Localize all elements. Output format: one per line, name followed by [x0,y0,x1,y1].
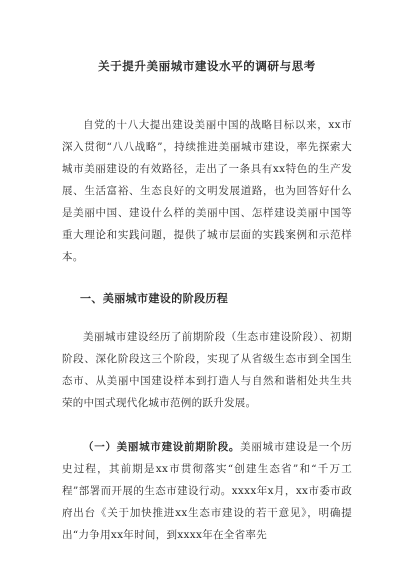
subsection1-paragraph [62,436,352,546]
subsection1-text: 美丽城市建设是一个历史过程，其前期是xx市贯彻落实“创建生态省”和“千万工程”部署而开展的生态市建设行动。xxxx年x月，xx市委市政府出台《关于加快推进xx生态市建设的若干意见》，明确提出“力争用xx年时间，到xxxx年在全省率先 [62,441,353,541]
document-title: 关于提升美丽城市建设水平的调研与思考 [98,59,316,73]
section1-heading: 一、美丽城市建设的阶段历程 [80,292,229,305]
subsection1-label: （一）美丽城市建设前期阶段。 [83,441,241,453]
section1-paragraph: 美丽城市建设经历了前期阶段（生态市建设阶段）、初期阶段、深化阶段这三个阶段，实现了从省级生态市到全国生态市、从美丽中国建设样本到打造人与自然和谐相处共生共荣的中国式现代化城市范例的跃升发展。 [62,331,352,409]
intro-paragraph: 自党的十八大提出建设美丽中国的战略目标以来，xx市深入贯彻“八八战略”，持续推进美丽城市建设，率先探索大城市美丽建设的有效路径，走出了一条具有xx特色的生产发展、生活富裕、生态良好的文明发展道路，也为回答好什么是美丽中国、建设什么样的美丽中国、怎样建设美丽中国等重大理论和实践问题，提供了城市层面的实践案例和示范样本。 [62,119,352,263]
